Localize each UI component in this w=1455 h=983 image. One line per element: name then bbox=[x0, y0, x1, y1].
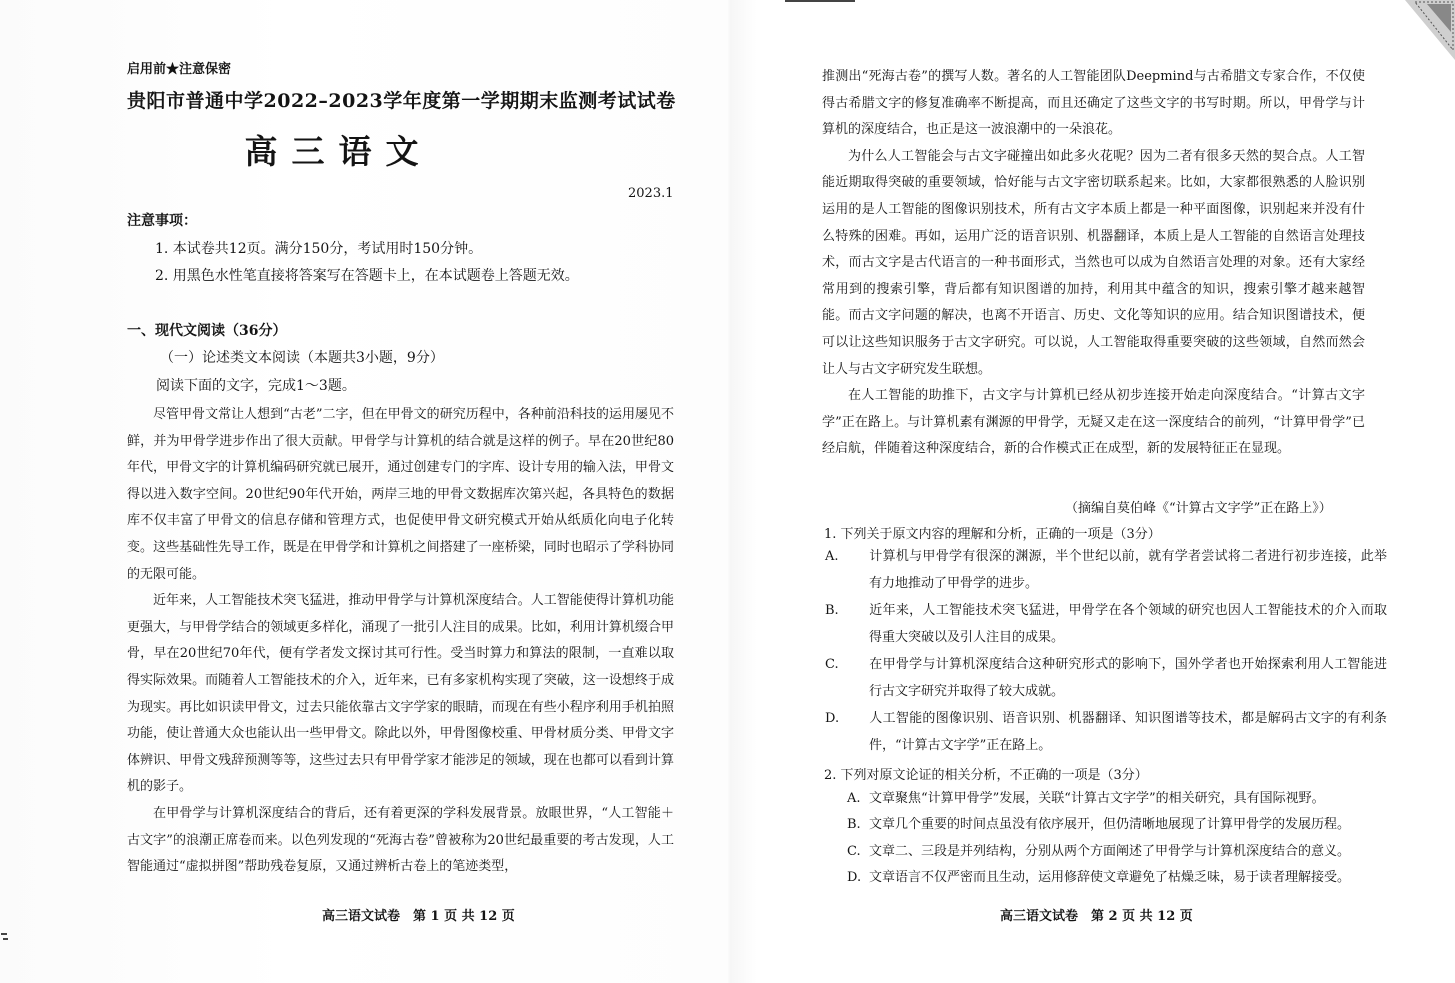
right-article-body bbox=[822, 64, 1365, 463]
option-letter: A. bbox=[825, 549, 839, 564]
article-source: （摘编自莫伯峰《“计算古文字学”正在路上》） bbox=[1065, 501, 1332, 516]
option-letter: B. bbox=[847, 817, 861, 832]
option-letter: B. bbox=[825, 603, 839, 618]
option-letter: A. bbox=[847, 791, 861, 806]
page-footer-left: 高三语文试卷 第 1 页 共 12 页 bbox=[322, 909, 515, 924]
confidential-notice: 启用前★注意保密 bbox=[127, 62, 232, 77]
option-text: 文章几个重要的时间点虽没有依序展开，但仍清晰地展现了计算甲骨学的发展历程。 bbox=[869, 817, 1351, 832]
note-item: 1. 本试卷共12页。满分150分，考试用时150分钟。 bbox=[155, 241, 483, 257]
option-letter: C. bbox=[847, 844, 861, 859]
question-2-stem: 2. 下列对原文论证的相关分析，不正确的一项是（3分） bbox=[824, 768, 1148, 783]
option-text: 人工智能的图像识别、语音识别、机器翻译、知识图谱等技术，都是解码古文字的有利条件，“计算古文字学”正在路上。 bbox=[869, 711, 1387, 753]
reading-instruction: 阅读下面的文字，完成1～3题。 bbox=[156, 378, 356, 394]
option-letter: D. bbox=[847, 870, 862, 885]
question-2-option-d bbox=[847, 865, 1365, 892]
article-paragraph: 近年来，人工智能技术突飞猛进，推动甲骨学与计算机深度结合。人工智能使得计算机功能更强大，与甲骨学结合的领域更多样化，涌现了一批引人注目的成果。比如，利用计算机缀合甲骨，早在20世纪70年代，便有学者发文探讨其可行性。受当时算力和算法的限制，一直难以取得实际效果。而随着人工智能技术的介入，近年来，已有多家机构实现了突破，这一设想终于成为现实。再比如识读甲骨文，过去只能依靠古文字学家的眼睛，而现在有些小程序利用手机拍照功能，使让普通大众也能认出一些甲骨文。除此以外，甲骨图像校重、甲骨材质分类、甲骨文字体辨识、甲骨文残辞预测等等，这些过去只有甲骨学家才能涉足的领域，现在也都可以看到计算机的影子。 bbox=[127, 593, 674, 795]
article-paragraph: 推测出“死海古卷”的撰写人数。著名的人工智能团队Deepmind与古希腊文专家合作，不仅使得古希腊文字的修复准确率不断提高，而且还确定了这些文字的书写时期。所以，甲骨学与计算机的深度结合，也正是这一波浪潮中的一朵浪花。 bbox=[822, 69, 1365, 138]
option-text: 文章语言不仅严密而且生动，运用修辞使文章避免了枯燥乏味，易于读者理解接受。 bbox=[869, 870, 1351, 885]
option-text: 文章二、三段是并列结构，分别从两个方面阐述了甲骨学与计算机深度结合的意义。 bbox=[869, 844, 1351, 859]
option-letter: C. bbox=[825, 657, 839, 672]
scan-mark-icon bbox=[0, 930, 12, 944]
page-footer-right: 高三语文试卷 第 2 页 共 12 页 bbox=[1000, 909, 1193, 924]
subsection-title: （一）论述类文本阅读（本题共3小题，9分） bbox=[160, 350, 444, 366]
question-1-option-c bbox=[825, 652, 1387, 705]
question-2-option-b bbox=[847, 812, 1365, 839]
question-1-option-a bbox=[825, 544, 1387, 597]
note-item: 2. 用黑色水性笔直接将答案写在答题卡上，在本试题卷上答题无效。 bbox=[155, 268, 579, 284]
option-text: 在甲骨学与计算机深度结合这种研究形式的影响下，国外学者也开始探索利用人工智能进行古文字研究并取得了较大成就。 bbox=[869, 657, 1387, 699]
question-1-option-b bbox=[825, 598, 1387, 651]
article-paragraph: 为什么人工智能会与古文字碰撞出如此多火花呢？因为二者有很多天然的契合点。人工智能近期取得突破的重要领域，恰好能与古文字密切联系起来。比如，大家都很熟悉的人脸识别运用的是人工智能的图像识别技术，所有古文字本质上都是一种平面图像，识别起来并没有什么特殊的困难。再如，运用广泛的语音识别、机器翻译，本质上是人工智能的自然语言处理技术，而古文字是古代语言的一种书面形式，当然也可以成为自然语言处理的对象。还有大家经常用到的搜索引擎，背后都有知识图谱的加持，利用其中蕴含的知识，搜索引擎才越来越智能。而古文字问题的解决，也离不开语言、历史、文化等知识的应用。结合知识图谱技术，便可以让这些知识服务于古文字研究。可以说，人工智能取得重要突破的这些领域，自然而然会让人与古文字研究发生联想。 bbox=[822, 148, 1365, 377]
article-paragraph: 尽管甲骨文常让人想到“古老”二字，但在甲骨文的研究历程中，各种前沿科技的运用屡见不鲜，并为甲骨学进步作出了很大贡献。甲骨学与计算机的结合就是这样的例子。早在20世纪80年代，甲骨文字的计算机编码研究就已展开，通过创建专门的字库、设计专用的输入法，甲骨文得以进入数字空间。20世纪90年代开始，两岸三地的甲骨文数据库次第兴起，各具特色的数据库不仅丰富了甲骨文的信息存储和管理方式，也促使甲骨文研究模式开始从纸质化向电子化转变。这些基础性先导工作，既是在甲骨学和计算机之间搭建了一座桥梁，同时也昭示了学科协同的无限可能。 bbox=[127, 407, 674, 582]
notes-heading: 注意事项： bbox=[127, 213, 197, 229]
section-title: 一、现代文阅读（36分） bbox=[127, 323, 287, 339]
article-paragraph: 在人工智能的助推下，古文字与计算机已经从初步连接开始走向深度结合。“计算古文字学”正在路上。与计算机素有渊源的甲骨学，无疑又走在这一深度结合的前列，“计算甲骨学”已经启航，伴随着这种深度结合，新的合作模式正在成型，新的发展特征正在显现。 bbox=[822, 388, 1365, 457]
option-letter: D. bbox=[825, 711, 840, 726]
question-1-stem: 1. 下列关于原文内容的理解和分析，正确的一项是（3分） bbox=[824, 527, 1161, 542]
exam-title: 贵阳市普通中学2022–2023学年度第一学期期末监测考试试卷 bbox=[127, 90, 676, 112]
exam-date: 2023.1 bbox=[628, 186, 674, 201]
left-article-body bbox=[127, 402, 674, 881]
corner-stamp-icon bbox=[1405, 0, 1455, 60]
option-text: 近年来，人工智能技术突飞猛进，甲骨学在各个领域的研究也因人工智能技术的介入而取得重大突破以及引人注目的成果。 bbox=[869, 603, 1387, 645]
article-paragraph: 在甲骨学与计算机深度结合的背后，还有着更深的学科发展背景。放眼世界，“人工智能＋古文字”的浪潮正席卷而来。以色列发现的“死海古卷”曾被称为20世纪最重要的考古发现，人工智能通过“虚拟拼图”帮助残卷复原，又通过辨析古卷上的笔迹类型， bbox=[127, 805, 674, 875]
scan-edge-mark-icon bbox=[785, 0, 855, 4]
question-2-option-c bbox=[847, 839, 1365, 866]
question-2-option-a bbox=[847, 786, 1365, 813]
option-text: 文章聚焦“计算甲骨学”发展，关联“计算古文字学”的相关研究，具有国际视野。 bbox=[869, 791, 1325, 806]
question-1-option-d bbox=[825, 706, 1387, 759]
option-text: 计算机与甲骨学有很深的渊源，半个世纪以前，就有学者尝试将二者进行初步连接，此举有力地推动了甲骨学的进步。 bbox=[869, 549, 1387, 591]
subject-title: 高三语文 bbox=[244, 132, 433, 171]
